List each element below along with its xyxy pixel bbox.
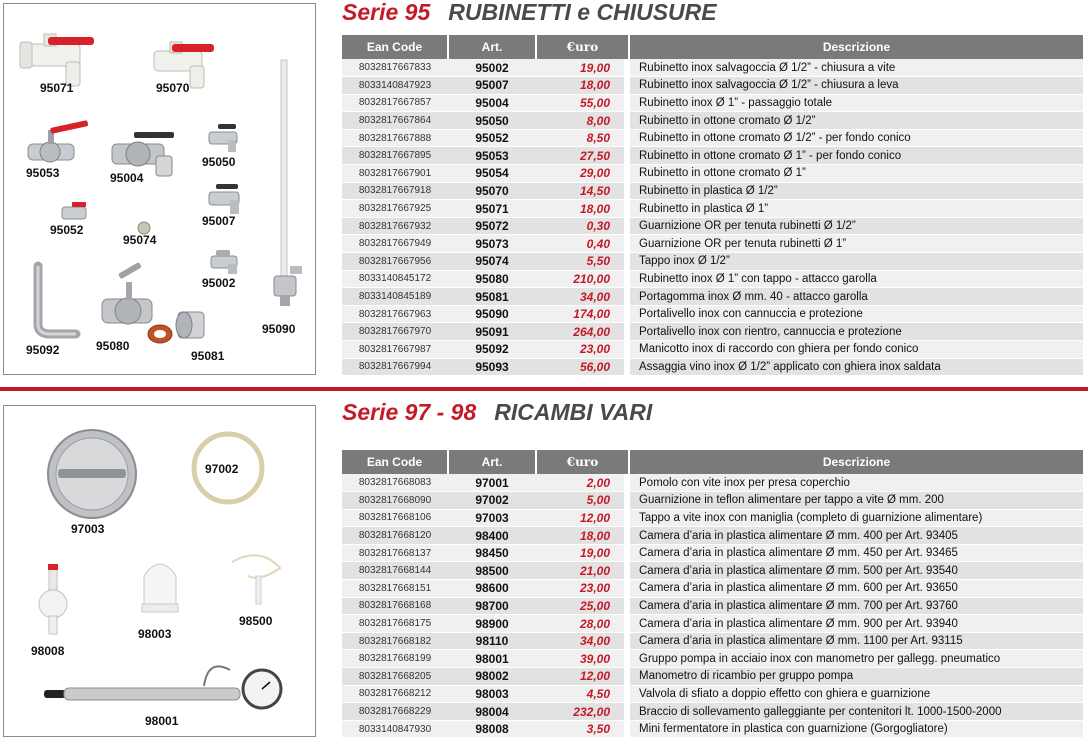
description-cell: Rubinetto inox Ø 1” con tappo - attacco garolla xyxy=(630,270,1083,288)
product-code-label: 98500 xyxy=(239,614,273,628)
product-code-label: 95070 xyxy=(156,81,190,95)
price-cell: 25,00 xyxy=(536,597,628,615)
price-cell: 56,00 xyxy=(536,358,628,376)
art-cell: 98700 xyxy=(448,597,536,615)
product-code-label: 95007 xyxy=(202,214,236,228)
ean-cell: 8032817667833 xyxy=(342,59,448,77)
price-cell: 0,40 xyxy=(536,235,628,253)
ean-cell: 8033140847923 xyxy=(342,77,448,95)
table-row xyxy=(342,217,628,235)
table-row xyxy=(342,474,628,492)
column-header-price: €uro xyxy=(536,35,628,59)
product-code-label: 95004 xyxy=(110,171,144,185)
ean-cell: 8033140845172 xyxy=(342,270,448,288)
art-cell: 95004 xyxy=(448,94,536,112)
description-cell: Manicotto inox di raccordo con ghiera per fondo conico xyxy=(630,341,1083,359)
chrome-tap-icon xyxy=(209,124,237,152)
column-header-art: Art. xyxy=(448,35,536,59)
description-cell: Rubinetto in ottone cromato Ø 1” - per fondo conico xyxy=(630,147,1083,165)
product-code-label: 97003 xyxy=(71,522,105,536)
ean-cell: 8032817667895 xyxy=(342,147,448,165)
table-row xyxy=(342,597,628,615)
product-code-label: 98003 xyxy=(138,627,172,641)
column-header-art: Art. xyxy=(448,450,536,474)
product-photos-serie-95 xyxy=(3,3,316,375)
ean-cell: 8032817667932 xyxy=(342,217,448,235)
series-title: RICAMBI VARI xyxy=(494,399,653,425)
art-cell: 97003 xyxy=(448,509,536,527)
table-row xyxy=(630,200,1083,218)
table-row xyxy=(630,562,1083,580)
ean-cell: 8032817667925 xyxy=(342,200,448,218)
ean-cell: 8032817667857 xyxy=(342,94,448,112)
price-cell: 14,50 xyxy=(536,182,628,200)
art-cell: 95074 xyxy=(448,253,536,271)
table-row xyxy=(342,235,628,253)
ean-cell: 8033140845189 xyxy=(342,288,448,306)
description-cell: Gruppo pompa in acciaio inox con manometro per gallegg. pneumatico xyxy=(630,650,1083,668)
table-row xyxy=(630,217,1083,235)
table-row xyxy=(630,112,1083,130)
ean-cell: 8032817667994 xyxy=(342,358,448,376)
product-code-label: 95002 xyxy=(202,276,236,290)
column-header-description: Descrizione xyxy=(630,35,1083,59)
ean-cell: 8032817668229 xyxy=(342,703,448,721)
art-cell: 95052 xyxy=(448,129,536,147)
product-code-label: 95071 xyxy=(40,81,74,95)
art-cell: 95081 xyxy=(448,288,536,306)
ean-cell: 8032817668151 xyxy=(342,580,448,598)
table-row xyxy=(342,341,628,359)
garolla-valve-icon xyxy=(102,262,152,324)
series-95-heading xyxy=(342,0,717,26)
product-photos-serie-97-98 xyxy=(3,405,316,737)
table-row xyxy=(630,632,1083,650)
description-cell: Tappo inox Ø 1/2” xyxy=(630,253,1083,271)
ean-cell: 8032817668144 xyxy=(342,562,448,580)
section-divider xyxy=(0,387,1088,391)
product-code-label: 98008 xyxy=(31,644,65,658)
art-cell: 95050 xyxy=(448,112,536,130)
series-number: Serie 95 xyxy=(342,0,431,25)
art-cell: 95002 xyxy=(448,59,536,77)
ean-cell: 8032817668205 xyxy=(342,668,448,686)
table-row xyxy=(342,580,628,598)
art-cell: 98500 xyxy=(448,562,536,580)
table-row xyxy=(342,685,628,703)
table-row xyxy=(342,527,628,545)
price-cell: 28,00 xyxy=(536,615,628,633)
description-cell: Guarnizione OR per tenuta rubinetti Ø 1/2” xyxy=(630,217,1083,235)
table-row xyxy=(342,59,628,77)
table-row xyxy=(342,200,628,218)
art-cell: 95090 xyxy=(448,305,536,323)
price-cell: 23,00 xyxy=(536,580,628,598)
table-row xyxy=(342,358,628,376)
table-row xyxy=(342,165,628,183)
art-cell: 98450 xyxy=(448,544,536,562)
table-row xyxy=(342,94,628,112)
description-cell: Camera d’aria in plastica alimentare Ø mm. 500 per Art. 93540 xyxy=(630,562,1083,580)
table-row xyxy=(342,509,628,527)
ean-cell: 8032817668212 xyxy=(342,685,448,703)
table-row xyxy=(342,112,628,130)
price-cell: 34,00 xyxy=(536,632,628,650)
art-cell: 97001 xyxy=(448,474,536,492)
description-cell: Pomolo con vite inox per presa coperchio xyxy=(630,474,1083,492)
column-header-ean: Ean Code xyxy=(342,35,448,59)
product-code-label: 95092 xyxy=(26,343,60,357)
description-cell: Camera d’aria in plastica alimentare Ø mm. 600 per Art. 93650 xyxy=(630,580,1083,598)
ean-cell: 8032817668168 xyxy=(342,597,448,615)
ean-cell: 8032817667949 xyxy=(342,235,448,253)
chrome-ball-valve-icon xyxy=(28,120,88,162)
description-cell: Camera d’aria in plastica alimentare Ø mm. 450 per Art. 93465 xyxy=(630,544,1083,562)
ean-cell: 8032817667864 xyxy=(342,112,448,130)
price-table-95 xyxy=(342,35,632,376)
product-code-label: 95090 xyxy=(262,322,296,336)
description-cell: Mini fermentatore in plastica con guarnizione (Gorgogliatore) xyxy=(630,720,1083,738)
product-code-label: 97002 xyxy=(205,462,239,476)
table-row xyxy=(342,615,628,633)
air-chamber-tube-icon xyxy=(232,555,280,604)
description-cell: Portalivello inox con rientro, cannuccia e protezione xyxy=(630,323,1083,341)
level-gauge-icon xyxy=(274,60,302,306)
description-cell: Camera d’aria in plastica alimentare Ø mm. 400 per Art. 93405 xyxy=(630,527,1083,545)
description-cell: Rubinetto in ottone cromato Ø 1/2” - per fondo conico xyxy=(630,129,1083,147)
price-cell: 27,50 xyxy=(536,147,628,165)
table-row xyxy=(630,94,1083,112)
table-row xyxy=(630,358,1083,376)
ean-cell: 8032817667963 xyxy=(342,305,448,323)
art-cell: 95070 xyxy=(448,182,536,200)
price-cell: 264,00 xyxy=(536,323,628,341)
product-code-label: 95081 xyxy=(191,349,225,363)
art-cell: 98004 xyxy=(448,703,536,721)
product-illustrations-95 xyxy=(4,4,317,376)
table-row xyxy=(342,323,628,341)
ean-cell: 8032817668090 xyxy=(342,492,448,510)
lever-tap-icon xyxy=(209,184,239,214)
table-row xyxy=(630,668,1083,686)
table-row xyxy=(630,323,1083,341)
table-row xyxy=(630,527,1083,545)
art-cell: 98600 xyxy=(448,580,536,598)
art-cell: 95053 xyxy=(448,147,536,165)
table-row xyxy=(630,703,1083,721)
art-cell: 95073 xyxy=(448,235,536,253)
description-cell: Assaggia vino inox Ø 1/2” applicato con ghiera inox saldata xyxy=(630,358,1083,376)
ean-cell: 8032817667987 xyxy=(342,341,448,359)
art-cell: 98400 xyxy=(448,527,536,545)
price-cell: 8,50 xyxy=(536,129,628,147)
table-row xyxy=(630,235,1083,253)
product-code-label: 95080 xyxy=(96,339,130,353)
art-cell: 95054 xyxy=(448,165,536,183)
table-row xyxy=(630,288,1083,306)
ean-cell: 8032817668175 xyxy=(342,615,448,633)
table-row xyxy=(630,650,1083,668)
ean-cell: 8032817668137 xyxy=(342,544,448,562)
art-cell: 98008 xyxy=(448,720,536,738)
art-cell: 98002 xyxy=(448,668,536,686)
description-cell: Valvola di sfiato a doppio effetto con ghiera e guarnizione xyxy=(630,685,1083,703)
price-table-97-98 xyxy=(342,450,632,738)
table-row xyxy=(630,77,1083,95)
price-cell: 2,00 xyxy=(536,474,628,492)
ean-cell: 8032817667901 xyxy=(342,165,448,183)
description-cell: Camera d’aria in plastica alimentare Ø mm. 700 per Art. 93760 xyxy=(630,597,1083,615)
ean-cell: 8032817667970 xyxy=(342,323,448,341)
table-row xyxy=(342,288,628,306)
table-row xyxy=(630,492,1083,510)
price-cell: 232,00 xyxy=(536,703,628,721)
art-cell: 98900 xyxy=(448,615,536,633)
price-cell: 4,50 xyxy=(536,685,628,703)
art-cell: 95007 xyxy=(448,77,536,95)
ean-cell: 8032817668120 xyxy=(342,527,448,545)
table-row xyxy=(630,341,1083,359)
table-row xyxy=(630,580,1083,598)
table-row xyxy=(342,129,628,147)
description-cell: Rubinetto inox salvagoccia Ø 1/2” - chiusura a leva xyxy=(630,77,1083,95)
table-row xyxy=(630,147,1083,165)
ean-cell: 8033140847930 xyxy=(342,720,448,738)
art-cell: 95080 xyxy=(448,270,536,288)
table-row xyxy=(342,562,628,580)
table-row xyxy=(342,305,628,323)
table-row xyxy=(342,650,628,668)
table-row xyxy=(342,668,628,686)
screw-tap-icon xyxy=(211,250,237,274)
table-row xyxy=(342,703,628,721)
description-cell: Tappo a vite inox con maniglia (completo di guarnizione alimentare) xyxy=(630,509,1083,527)
price-cell: 5,50 xyxy=(536,253,628,271)
ean-cell: 8032817667918 xyxy=(342,182,448,200)
art-cell: 98003 xyxy=(448,685,536,703)
description-cell: Rubinetto in ottone cromato Ø 1/2” xyxy=(630,112,1083,130)
table-row xyxy=(630,182,1083,200)
description-cell: Portagomma inox Ø mm. 40 - attacco garolla xyxy=(630,288,1083,306)
price-cell: 8,00 xyxy=(536,112,628,130)
price-cell: 18,00 xyxy=(536,200,628,218)
price-cell: 12,00 xyxy=(536,509,628,527)
product-illustrations-97-98 xyxy=(4,406,317,738)
ean-cell: 8032817667956 xyxy=(342,253,448,271)
price-cell: 21,00 xyxy=(536,562,628,580)
art-cell: 95072 xyxy=(448,217,536,235)
series-title: RUBINETTI e CHIUSURE xyxy=(448,0,717,25)
column-header-ean: Ean Code xyxy=(342,450,448,474)
product-code-label: 98001 xyxy=(145,714,179,728)
table-row xyxy=(630,305,1083,323)
table-row xyxy=(630,597,1083,615)
description-table-97-98 xyxy=(630,450,1083,738)
description-cell: Braccio di sollevamento galleggiante per contenitori lt. 1000-1500-2000 xyxy=(630,703,1083,721)
ean-cell: 8032817668083 xyxy=(342,474,448,492)
price-cell: 23,00 xyxy=(536,341,628,359)
description-cell: Portalivello inox con cannuccia e protezione xyxy=(630,305,1083,323)
table-row xyxy=(342,544,628,562)
price-cell: 55,00 xyxy=(536,94,628,112)
price-cell: 5,00 xyxy=(536,492,628,510)
price-cell: 210,00 xyxy=(536,270,628,288)
art-cell: 97002 xyxy=(448,492,536,510)
column-header-price: €uro xyxy=(536,450,628,474)
table-row xyxy=(342,720,628,738)
hose-fitting-icon xyxy=(148,312,204,343)
series-number: Serie 97 - 98 xyxy=(342,399,477,425)
art-cell: 98110 xyxy=(448,632,536,650)
description-cell: Guarnizione in teflon alimentare per tappo a vite Ø mm. 200 xyxy=(630,492,1083,510)
art-cell: 95093 xyxy=(448,358,536,376)
table-row xyxy=(342,492,628,510)
table-row xyxy=(342,632,628,650)
table-row xyxy=(630,270,1083,288)
table-row xyxy=(630,129,1083,147)
bent-pipe-icon xyxy=(38,266,76,334)
description-cell: Rubinetto inox salvagoccia Ø 1/2” - chiusura a vite xyxy=(630,59,1083,77)
table-row xyxy=(630,685,1083,703)
small-ball-valve-icon xyxy=(62,202,86,219)
description-table-95 xyxy=(630,35,1083,376)
description-cell: Rubinetto inox Ø 1” - passaggio totale xyxy=(630,94,1083,112)
plastic-tap-red-lever-icon xyxy=(20,34,94,86)
vent-valve-icon xyxy=(142,564,178,612)
price-cell: 174,00 xyxy=(536,305,628,323)
price-cell: 29,00 xyxy=(536,165,628,183)
description-cell: Manometro di ricambio per gruppo pompa xyxy=(630,668,1083,686)
table-row xyxy=(342,270,628,288)
table-row xyxy=(630,165,1083,183)
pump-with-gauge-icon xyxy=(44,666,281,708)
description-cell: Rubinetto in plastica Ø 1” xyxy=(630,200,1083,218)
art-cell: 95091 xyxy=(448,323,536,341)
table-row xyxy=(630,59,1083,77)
table-row xyxy=(342,253,628,271)
ean-cell: 8032817668106 xyxy=(342,509,448,527)
price-cell: 39,00 xyxy=(536,650,628,668)
art-cell: 95092 xyxy=(448,341,536,359)
airlock-icon xyxy=(39,564,67,634)
steel-ball-valve-icon xyxy=(112,132,174,176)
description-cell: Camera d’aria in plastica alimentare Ø mm. 900 per Art. 93940 xyxy=(630,615,1083,633)
description-cell: Rubinetto in plastica Ø 1/2” xyxy=(630,182,1083,200)
series-97-98-heading xyxy=(342,399,652,426)
description-cell: Camera d’aria in plastica alimentare Ø mm. 1100 per Art. 93115 xyxy=(630,632,1083,650)
ean-cell: 8032817668199 xyxy=(342,650,448,668)
ean-cell: 8032817667888 xyxy=(342,129,448,147)
description-cell: Rubinetto in ottone cromato Ø 1” xyxy=(630,165,1083,183)
price-cell: 18,00 xyxy=(536,527,628,545)
ean-cell: 8032817668182 xyxy=(342,632,448,650)
price-cell: 12,00 xyxy=(536,668,628,686)
product-code-label: 95074 xyxy=(123,233,157,247)
price-cell: 18,00 xyxy=(536,77,628,95)
table-row xyxy=(342,147,628,165)
table-row xyxy=(342,77,628,95)
table-row xyxy=(342,182,628,200)
screw-lid-icon xyxy=(48,430,136,518)
product-code-label: 95052 xyxy=(50,223,84,237)
price-cell: 34,00 xyxy=(536,288,628,306)
description-cell: Guarnizione OR per tenuta rubinetti Ø 1” xyxy=(630,235,1083,253)
price-cell: 0,30 xyxy=(536,217,628,235)
price-cell: 19,00 xyxy=(536,59,628,77)
price-cell: 19,00 xyxy=(536,544,628,562)
column-header-description: Descrizione xyxy=(630,450,1083,474)
product-code-label: 95053 xyxy=(26,166,60,180)
price-cell: 3,50 xyxy=(536,720,628,738)
table-row xyxy=(630,474,1083,492)
table-row xyxy=(630,253,1083,271)
product-code-label: 95050 xyxy=(202,155,236,169)
table-row xyxy=(630,615,1083,633)
table-row xyxy=(630,544,1083,562)
table-row xyxy=(630,509,1083,527)
art-cell: 98001 xyxy=(448,650,536,668)
art-cell: 95071 xyxy=(448,200,536,218)
table-row xyxy=(630,720,1083,738)
